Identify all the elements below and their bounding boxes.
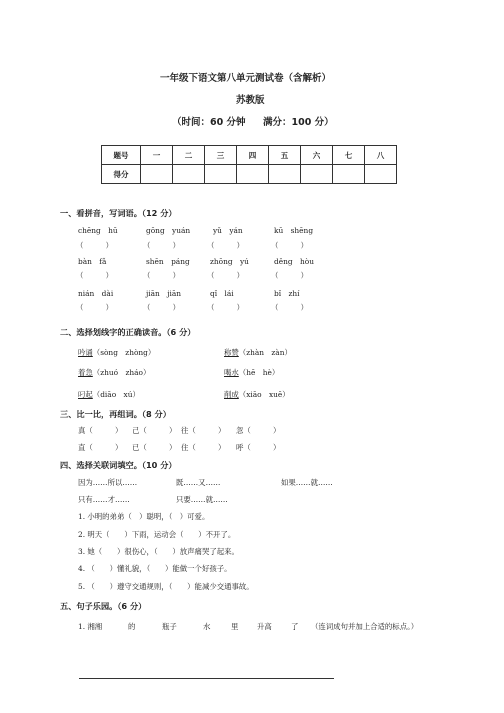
conjunction-option: 既……又…… bbox=[176, 478, 221, 487]
score-table-header-row bbox=[102, 146, 397, 165]
compare-item[interactable]: 住（ ） bbox=[181, 443, 226, 452]
reading-options[interactable]: （zhàn zàn） bbox=[238, 348, 292, 357]
compare-item[interactable]: 己（ ） bbox=[132, 426, 177, 435]
reading-item bbox=[224, 347, 292, 358]
reading-item bbox=[224, 389, 290, 400]
section-5-heading: 五、句子乐园。（6 分） bbox=[60, 601, 147, 611]
reading-options[interactable]: （sòng zhòng） bbox=[92, 348, 156, 357]
score-cell[interactable] bbox=[301, 165, 333, 184]
edition-label: 苏教版 bbox=[236, 95, 265, 106]
table-col: 八 bbox=[365, 146, 397, 165]
table-col: 四 bbox=[237, 146, 269, 165]
score-table bbox=[101, 145, 397, 184]
conjunction-option: 如果……就…… bbox=[281, 478, 333, 487]
fill-sentence[interactable]: 5. （ ）遵守交通规则，（ ）能减少交通事故。 bbox=[78, 582, 254, 591]
pinyin: nián dài bbox=[78, 289, 114, 298]
score-label: 满分：100 分） bbox=[263, 117, 334, 128]
section-2-heading: 二、选择划线字的正确读音。（6 分） bbox=[60, 327, 196, 337]
reading-item bbox=[78, 367, 150, 378]
instruction-note: （连词成句并加上合适的标点。） bbox=[311, 622, 419, 631]
score-cell[interactable] bbox=[237, 165, 269, 184]
pinyin: yǔ yán bbox=[213, 226, 243, 235]
reading-options[interactable]: （xiāo xuē） bbox=[238, 390, 290, 399]
pinyin: chēng hū bbox=[78, 226, 118, 235]
reading-options[interactable]: （zhuó zháo） bbox=[92, 368, 151, 377]
underlined-word: 叼起 bbox=[78, 390, 93, 399]
conjunction-option: 因为……所以…… bbox=[78, 478, 138, 487]
reading-options[interactable]: （hē hè） bbox=[238, 368, 280, 377]
word-token: 升高 bbox=[257, 622, 272, 631]
pinyin: qǐ lái bbox=[210, 289, 234, 298]
compare-item[interactable]: 往（ ） bbox=[181, 426, 226, 435]
page-title: 一年级下语文第八单元测试卷（含解析） bbox=[160, 73, 332, 84]
underlined-word: 着急 bbox=[78, 368, 93, 377]
word-token: 里 bbox=[231, 622, 239, 631]
compare-item[interactable]: 直（ ） bbox=[78, 443, 123, 452]
pinyin: kū shēng bbox=[274, 226, 314, 235]
answer-blank[interactable]: （ ） bbox=[143, 271, 180, 280]
word-token: 的 bbox=[128, 622, 136, 631]
time-label: （时间：60 分钟 bbox=[172, 117, 246, 128]
conjunction-option: 只有……才…… bbox=[78, 495, 130, 504]
answer-blank[interactable]: （ ） bbox=[207, 271, 244, 280]
score-cell[interactable] bbox=[365, 165, 397, 184]
score-cell[interactable] bbox=[141, 165, 173, 184]
word-token: 水 bbox=[203, 622, 211, 631]
underlined-word: 喝水 bbox=[224, 368, 239, 377]
fill-sentence[interactable]: 4. （ ）懂礼貌，（ ）能做一个好孩子。 bbox=[78, 564, 232, 573]
score-cell[interactable] bbox=[333, 165, 365, 184]
reading-options[interactable]: （diāo xú） bbox=[92, 390, 140, 399]
answer-line[interactable] bbox=[79, 678, 334, 679]
word-token: 1. 湘湘 bbox=[78, 622, 103, 631]
answer-blank[interactable]: （ ） bbox=[143, 303, 180, 312]
word-token: 瓶子 bbox=[162, 622, 177, 631]
answer-blank[interactable]: （ ） bbox=[76, 241, 113, 250]
compare-item[interactable]: 已（ ） bbox=[132, 443, 177, 452]
fill-sentence[interactable]: 1. 小明的弟弟（ ）聪明，（ ）可爱。 bbox=[78, 512, 210, 521]
table-col: 六 bbox=[301, 146, 333, 165]
answer-blank[interactable]: （ ） bbox=[271, 241, 308, 250]
table-col: 三 bbox=[205, 146, 237, 165]
score-cell[interactable] bbox=[173, 165, 205, 184]
word-token: 了 bbox=[291, 622, 299, 631]
table-row-label: 得分 bbox=[102, 165, 141, 184]
answer-blank[interactable]: （ ） bbox=[271, 303, 308, 312]
pinyin: gōng yuán bbox=[146, 226, 191, 235]
table-header-label: 题号 bbox=[102, 146, 141, 165]
section-1-heading: 一、看拼音，写词语。（12 分） bbox=[60, 208, 177, 218]
answer-blank[interactable]: （ ） bbox=[207, 241, 244, 250]
table-col: 二 bbox=[173, 146, 205, 165]
answer-blank[interactable]: （ ） bbox=[271, 271, 308, 280]
score-cell[interactable] bbox=[205, 165, 237, 184]
table-col: 一 bbox=[141, 146, 173, 165]
pinyin: bàn fǎ bbox=[78, 257, 107, 266]
answer-blank[interactable]: （ ） bbox=[76, 303, 113, 312]
compare-item[interactable]: 真（ ） bbox=[78, 426, 123, 435]
score-table-score-row bbox=[102, 165, 397, 184]
table-col: 七 bbox=[333, 146, 365, 165]
pinyin: bǐ zhí bbox=[274, 289, 300, 298]
pinyin: zhōng yú bbox=[210, 257, 249, 266]
pinyin: děng hòu bbox=[274, 257, 314, 266]
conjunction-option: 只要……就…… bbox=[176, 495, 228, 504]
compare-item[interactable]: 忽（ ） bbox=[236, 426, 281, 435]
pinyin: jiān jiān bbox=[146, 289, 182, 298]
fill-sentence[interactable]: 2. 明天（ ）下雨，运动会（ ）不开了。 bbox=[78, 530, 236, 539]
pinyin: shēn páng bbox=[146, 257, 190, 266]
answer-blank[interactable]: （ ） bbox=[143, 241, 180, 250]
reading-item bbox=[78, 347, 155, 358]
reading-item bbox=[78, 389, 140, 400]
section-4-heading: 四、选择关联词填空。（10 分） bbox=[60, 460, 177, 470]
compare-item[interactable]: 呼（ ） bbox=[236, 443, 281, 452]
fill-sentence[interactable]: 3. 她（ ）很伤心，（ ）放声痛哭了起来。 bbox=[78, 547, 239, 556]
section-3-heading: 三、比一比，再组词。（8 分） bbox=[60, 409, 171, 419]
reading-item bbox=[224, 367, 279, 378]
answer-blank[interactable]: （ ） bbox=[207, 303, 244, 312]
answer-blank[interactable]: （ ） bbox=[76, 271, 113, 280]
underlined-word: 削成 bbox=[224, 390, 239, 399]
score-cell[interactable] bbox=[269, 165, 301, 184]
underlined-word: 吟诵 bbox=[78, 348, 93, 357]
underlined-word: 称赞 bbox=[224, 348, 239, 357]
table-col: 五 bbox=[269, 146, 301, 165]
